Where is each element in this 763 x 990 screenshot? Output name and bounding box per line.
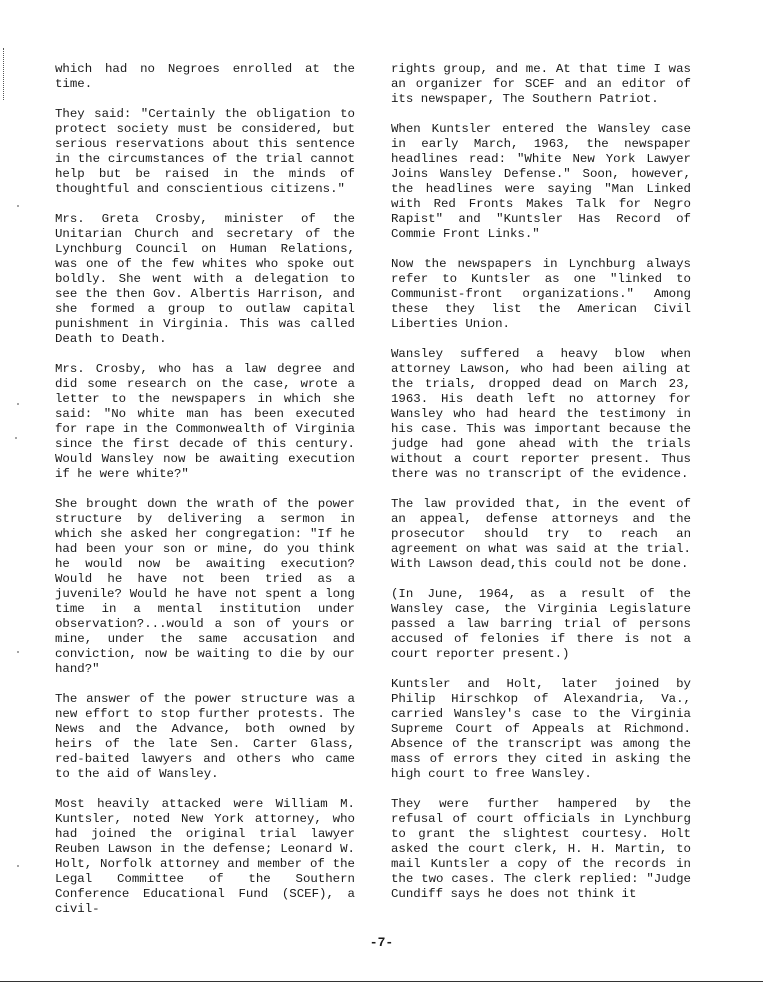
paragraph: Now the newspapers in Lynchburg always refer to Kuntsler as one "linked to Communist-front organizations." Among these they list the American Civil Liberties Union. xyxy=(391,257,691,331)
paragraph: The answer of the power structure was a new effort to stop further protests. The News and the Advance, both owned by heirs of the late Sen. Carter Glass, red-baited lawyers and others who came to the aid of Wansley. xyxy=(55,692,355,781)
paragraph: which had no Negroes enrolled at the time. xyxy=(55,62,355,91)
paragraph: When Kuntsler entered the Wansley case in early March, 1963, the newspaper headlines read: "White New York Lawyer Joins Wansley Defense." Soon, however, the headlines were saying "Man Linked with Red Fronts Makes Talk for Negro Rapist" and "Kuntsler Has Record of Commie Front Links." xyxy=(391,122,691,241)
paragraph: Most heavily attacked were William M. Kuntsler, noted New York attorney, who had joined the original trial lawyer Reuben Lawson in the defense; Leonard W. Holt, Norfolk attorney and member of the Legal Committee of the Southern Conference Educational Fund (SCEF), a civil- xyxy=(55,797,355,916)
paragraph: The law provided that, in the event of an appeal, defense attorneys and the prosecutor should try to reach an agreement on what was said at the trial. With Lawson dead,this could not be done. xyxy=(391,497,691,571)
paragraph: Kuntsler and Holt, later joined by Philip Hirschkop of Alexandria, Va., carried Wansley's case to the Virginia Supreme Court of Appeals at Richmond. Absence of the transcript was among the mass of errors they cited in asking the high court to free Wansley. xyxy=(391,677,691,781)
right-column xyxy=(391,62,691,917)
scan-speck xyxy=(17,651,19,653)
paragraph: They said: "Certainly the obligation to protect society must be considered, but serious reservations about this sentence in the circumstances of the trial cannot help but be raised in the minds of thoughtful and conscientious citizens." xyxy=(55,107,355,196)
paragraph: She brought down the wrath of the power structure by delivering a sermon in which she asked her congregation: "If he had been your son or mine, do you think he would now be awaiting execution? Would he have not been tried as a juvenile? Would he have not spent a long time in a mental institution under observation?...would a son of yours or mine, under the same accusation and conviction, now be waiting to die by our hand?" xyxy=(55,497,355,676)
paragraph: They were further hampered by the refusal of court officials in Lynchburg to grant the slightest courtesy. Holt asked the court clerk, H. H. Martin, to mail Kuntsler a copy of the records in the two cases. The clerk replied: "Judge Cundiff says he does not think it xyxy=(391,797,691,901)
paragraph: Mrs. Greta Crosby, minister of the Unitarian Church and secretary of the Lynchburg Council on Human Relations, was one of the few whites who spoke out boldly. She went with a delegation to see the then Gov. Albertis Harrison, and she formed a group to outlaw capital punishment in Virginia. This was called Death to Death. xyxy=(55,212,355,346)
scan-speck xyxy=(17,205,19,207)
margin-mark xyxy=(3,48,4,100)
paragraph: Mrs. Crosby, who has a law degree and did some research on the case, wrote a letter to the newspapers in which she said: "No white man has been executed for rape in the Commonwealth of Virginia since the first decade of this century. Would Wansley now be awaiting execution if he were white?" xyxy=(55,362,355,481)
left-column xyxy=(55,62,355,932)
scan-speck xyxy=(17,403,19,405)
paragraph: rights group, and me. At that time I was an organizer for SCEF and an editor of its newspaper, The Southern Patriot. xyxy=(391,62,691,106)
scan-speck xyxy=(17,865,19,867)
paragraph: Wansley suffered a heavy blow when attorney Lawson, who had been ailing at the trials, dropped dead on March 23, 1963. His death left no attorney for Wansley who had heard the testimony in his case. This was important because the judge had gone ahead with the trials without a court reporter present. Thus there was no transcript of the evidence. xyxy=(391,347,691,481)
bottom-rule xyxy=(0,981,763,982)
scan-speck xyxy=(15,437,17,439)
paragraph: (In June, 1964, as a result of the Wansley case, the Virginia Legislature passed a law barring trial of persons accused of felonies if there is not a court reporter present.) xyxy=(391,587,691,661)
page-number: -7- xyxy=(369,935,394,950)
